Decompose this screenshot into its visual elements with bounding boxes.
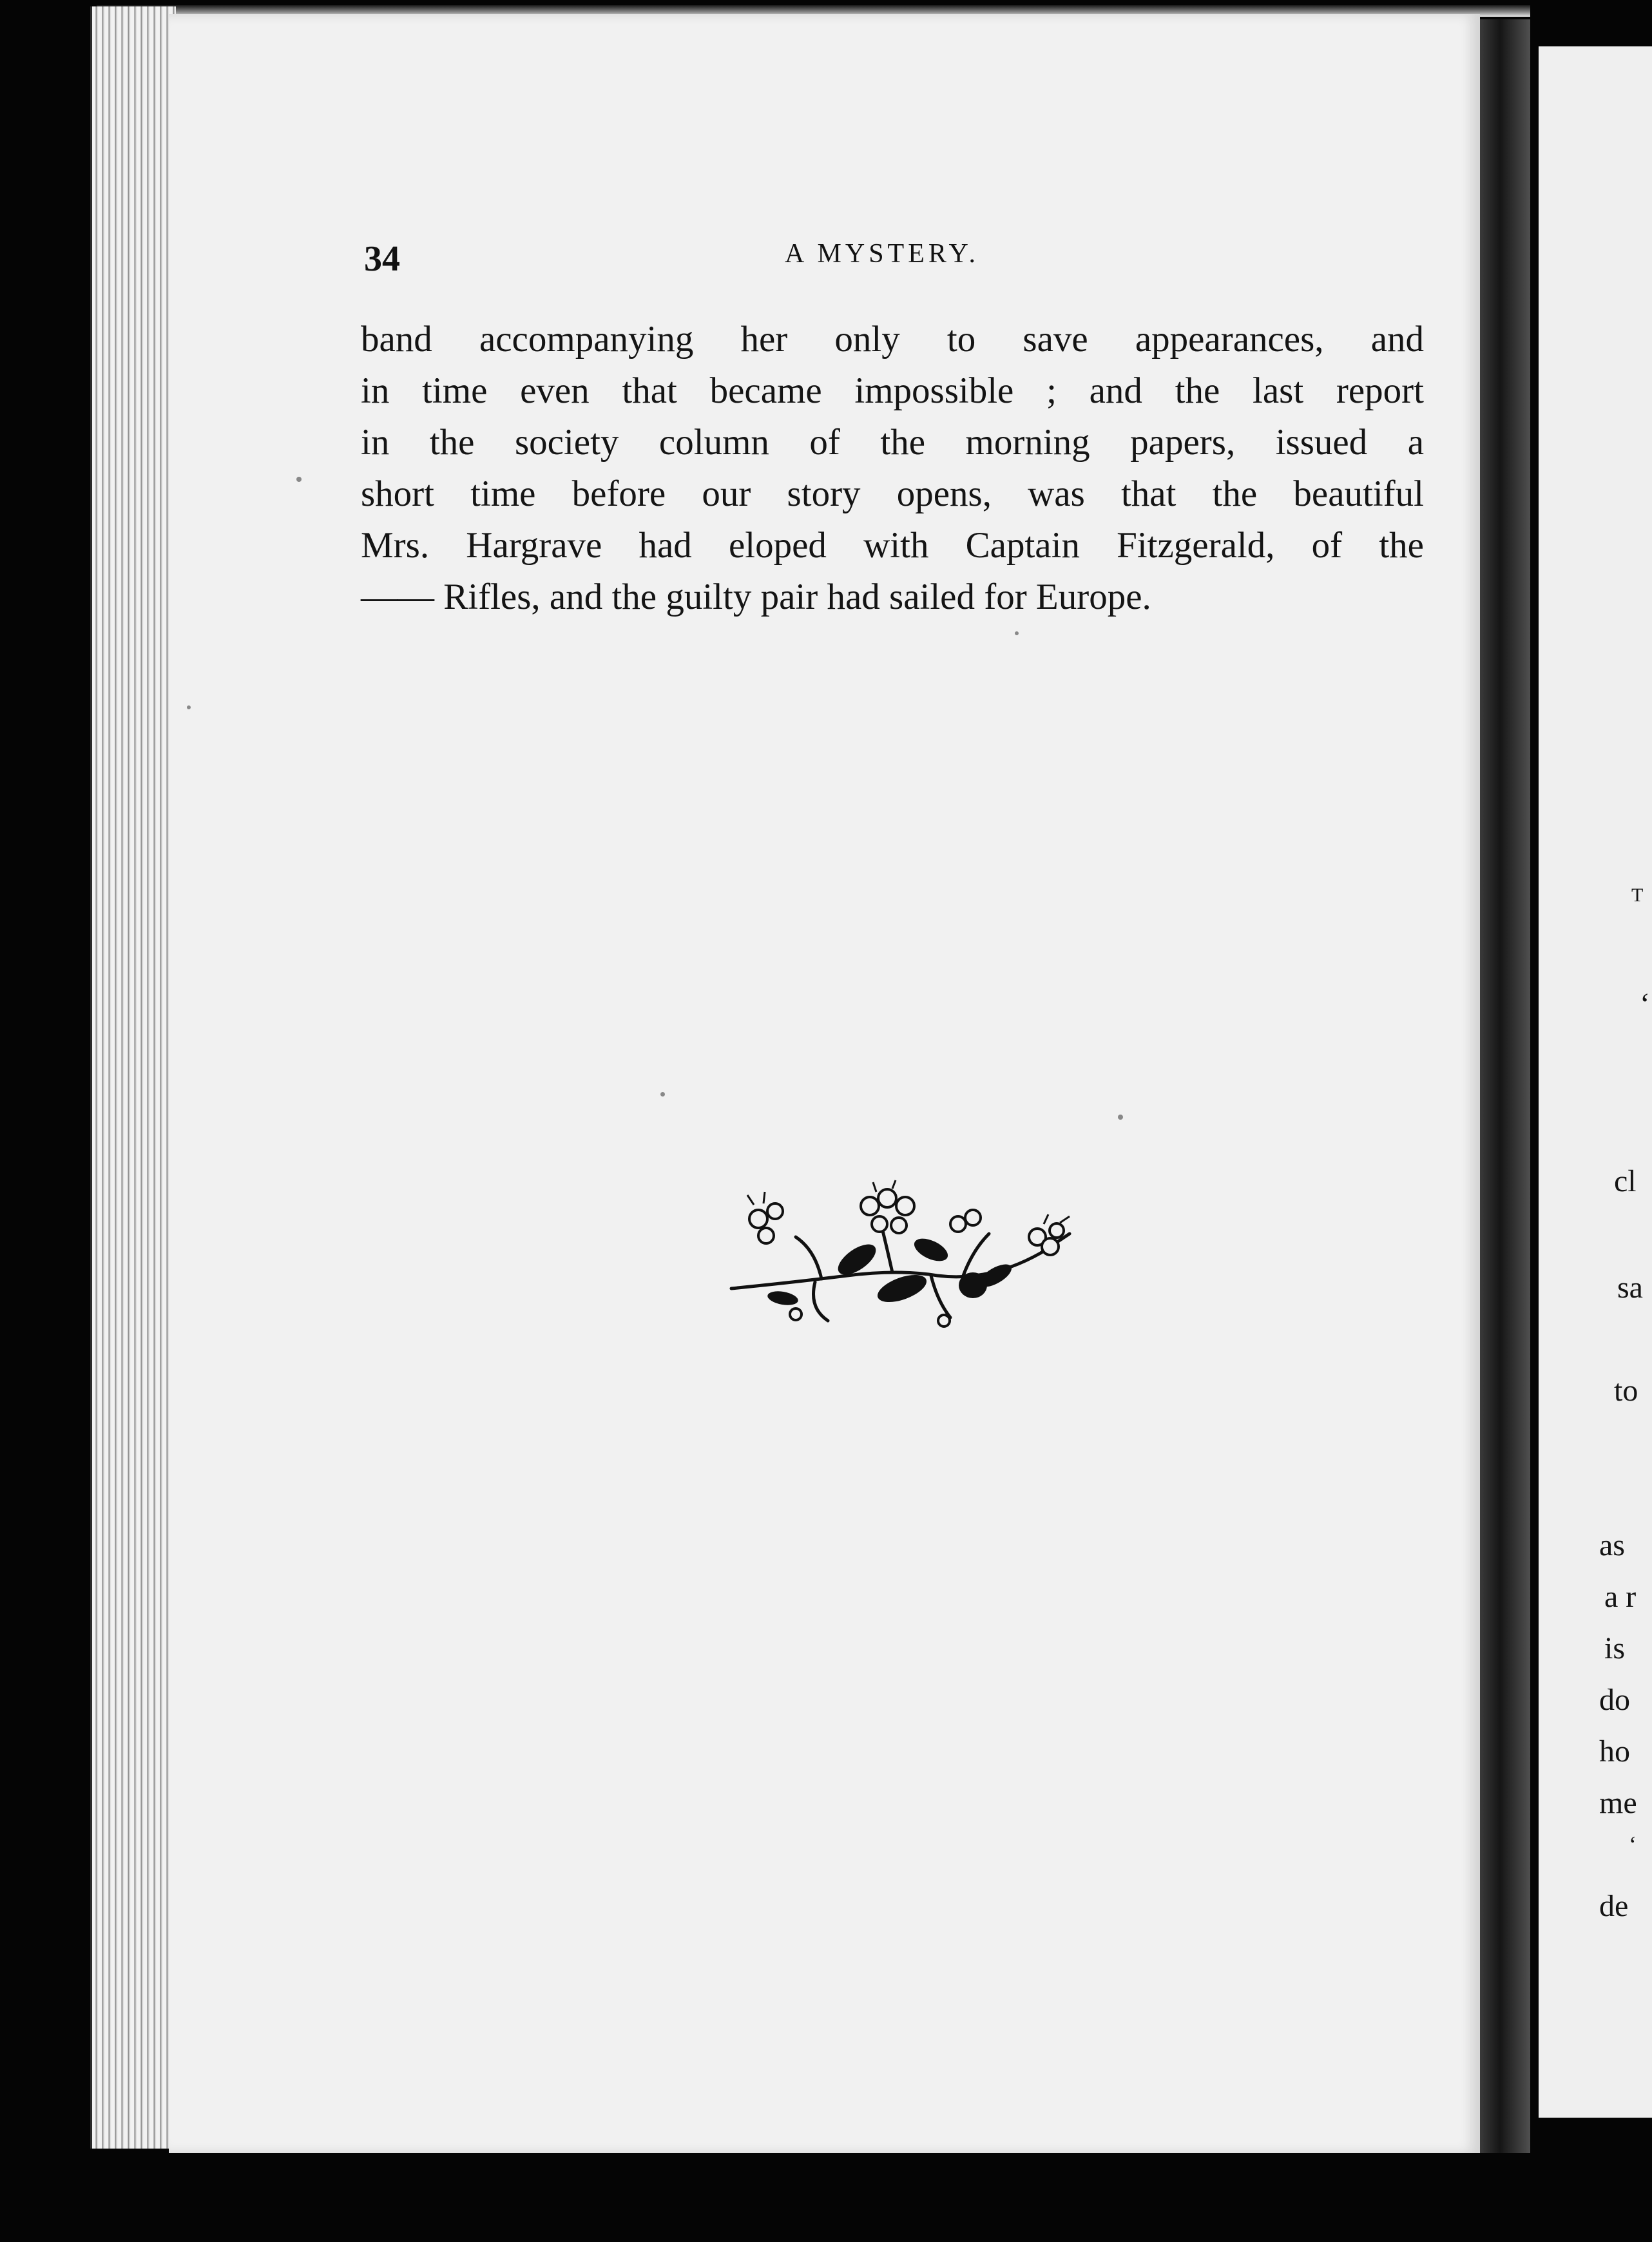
facing-fragment: de (1599, 1889, 1629, 1923)
facing-fragment: ‘ (1640, 987, 1650, 1021)
facing-fragment: do (1599, 1683, 1630, 1717)
facing-fragment: ‘ (1629, 1832, 1637, 1857)
page-number: 34 (364, 239, 400, 279)
text-line: short time before our story opens, was that the beautiful (361, 474, 1424, 514)
text-line: in time even that became impossible ; and the last report (361, 370, 1424, 411)
facing-fragment: as (1599, 1528, 1625, 1562)
facing-fragment: is (1604, 1631, 1626, 1665)
facing-fragment: to (1614, 1374, 1638, 1408)
book-gutter (1480, 19, 1530, 2153)
facing-fragment: ho (1599, 1734, 1630, 1768)
stacked-page-edges (90, 6, 176, 2149)
facing-fragment: a r (1604, 1580, 1637, 1614)
scan-speck (187, 705, 191, 709)
facing-fragment: cl (1614, 1164, 1637, 1198)
facing-fragment: me (1599, 1786, 1637, 1820)
body-paragraph (361, 314, 1424, 623)
text-line: in the society column of the morning papers, issued a (361, 422, 1424, 463)
running-title: A MYSTERY. (785, 239, 979, 269)
scan-speck (660, 1092, 665, 1097)
scan-speck (1015, 631, 1019, 635)
scan-speck (296, 477, 302, 482)
scan-speck (1118, 1115, 1123, 1120)
facing-fragment: sa (1617, 1270, 1643, 1305)
facing-fragment: T (1631, 885, 1644, 906)
text-line: Mrs. Hargrave had eloped with Captain Fitzgerald, of the (361, 525, 1424, 566)
text-line: —— Rifles, and the guilty pair had sailed for Europe. (361, 577, 1151, 617)
honeysuckle-vignette-icon (718, 1179, 1079, 1346)
text-line: band accompanying her only to save appearances, and (361, 319, 1424, 359)
